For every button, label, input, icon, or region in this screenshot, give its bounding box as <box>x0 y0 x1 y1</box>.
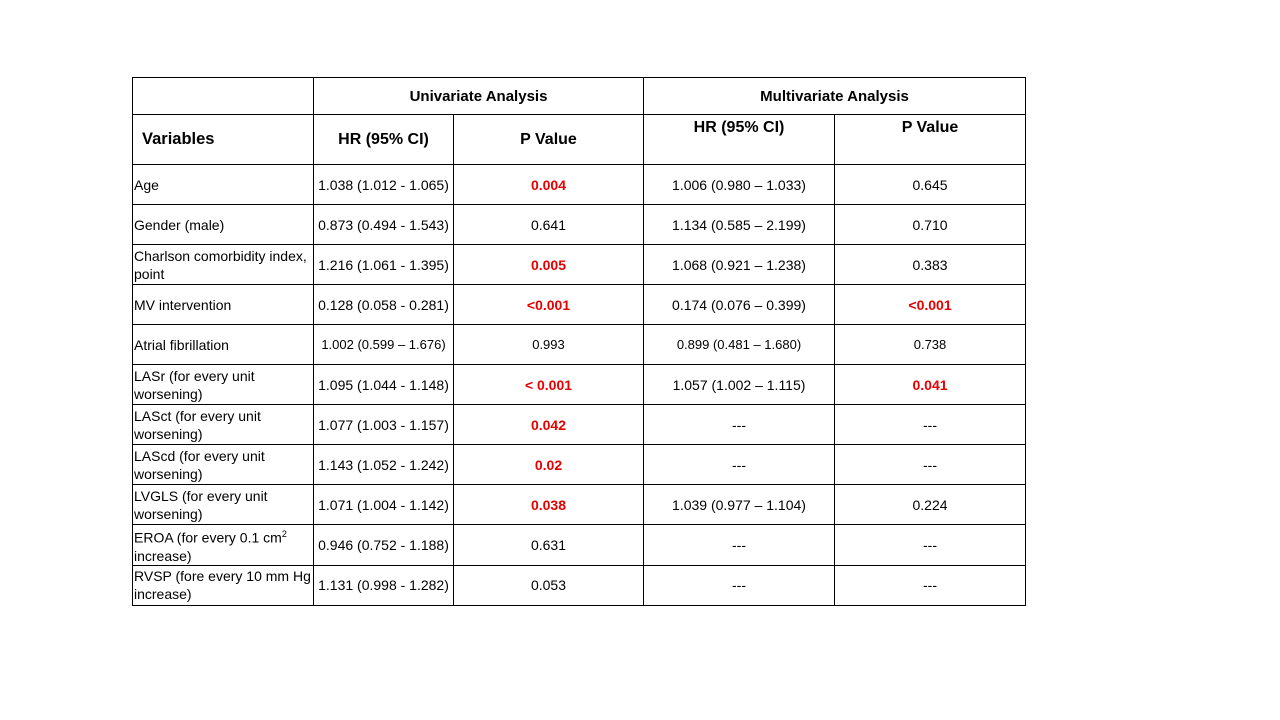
uni-p-cell: 0.053 <box>454 565 644 605</box>
table-row <box>133 405 1026 445</box>
variable-text: EROA (for every 0.1 cm <box>134 529 282 546</box>
table-row <box>133 245 1026 285</box>
variable-tail: increase) <box>134 547 192 564</box>
multi-p-cell: 0.738 <box>835 325 1026 365</box>
variable-superscript: 2 <box>281 529 287 539</box>
variable-cell: Charlson comorbidity index, point <box>133 245 314 285</box>
uni-p-cell: 0.641 <box>454 205 644 245</box>
variable-cell: Atrial fibrillation <box>133 325 314 365</box>
variable-cell: LASct (for every unit worsening) <box>133 405 314 445</box>
uni-hr-cell: 1.143 (1.052 - 1.242) <box>314 445 454 485</box>
multi-hr-header: HR (95% CI) <box>644 115 835 165</box>
uni-p-cell: <0.001 <box>454 285 644 325</box>
table-row <box>133 165 1026 205</box>
multi-p-cell: --- <box>835 525 1026 566</box>
multi-p-cell: 0.224 <box>835 485 1026 525</box>
uni-p-cell: 0.005 <box>454 245 644 285</box>
uni-hr-cell: 1.095 (1.044 - 1.148) <box>314 365 454 405</box>
multi-hr-cell: --- <box>644 565 835 605</box>
variable-cell: Gender (male) <box>133 205 314 245</box>
variables-header: Variables <box>133 115 314 165</box>
table-row <box>133 485 1026 525</box>
uni-p-cell: < 0.001 <box>454 365 644 405</box>
variable-cell: LASr (for every unit worsening) <box>133 365 314 405</box>
table-row <box>133 325 1026 365</box>
table-row <box>133 445 1026 485</box>
multi-hr-cell: 0.899 (0.481 – 1.680) <box>644 325 835 365</box>
multi-hr-cell: --- <box>644 405 835 445</box>
multi-p-cell: 0.383 <box>835 245 1026 285</box>
multivariate-header: Multivariate Analysis <box>644 78 1026 115</box>
multi-p-cell: --- <box>835 405 1026 445</box>
uni-p-header: P Value <box>454 115 644 165</box>
multi-p-cell: --- <box>835 565 1026 605</box>
uni-p-cell: 0.02 <box>454 445 644 485</box>
table-row <box>133 365 1026 405</box>
table-row <box>133 205 1026 245</box>
uni-hr-cell: 1.071 (1.004 - 1.142) <box>314 485 454 525</box>
uni-hr-cell: 1.002 (0.599 – 1.676) <box>314 325 454 365</box>
uni-hr-cell: 0.873 (0.494 - 1.543) <box>314 205 454 245</box>
uni-p-cell: 0.042 <box>454 405 644 445</box>
multi-p-cell: --- <box>835 445 1026 485</box>
variable-cell <box>133 525 314 566</box>
variable-cell: LAScd (for every unit worsening) <box>133 445 314 485</box>
table-row <box>133 565 1026 605</box>
table-body <box>133 165 1026 606</box>
column-header-row <box>133 115 1026 165</box>
multi-p-cell: 0.645 <box>835 165 1026 205</box>
multi-p-cell: 0.041 <box>835 365 1026 405</box>
multi-p-header: P Value <box>835 115 1026 165</box>
group-header-row <box>133 78 1026 115</box>
multi-hr-cell: 1.057 (1.002 – 1.115) <box>644 365 835 405</box>
multi-hr-cell: 1.039 (0.977 – 1.104) <box>644 485 835 525</box>
uni-hr-cell: 1.038 (1.012 - 1.065) <box>314 165 454 205</box>
uni-hr-cell: 1.077 (1.003 - 1.157) <box>314 405 454 445</box>
table-row <box>133 525 1026 566</box>
empty-header-cell <box>133 78 314 115</box>
uni-hr-cell: 1.216 (1.061 - 1.395) <box>314 245 454 285</box>
multi-hr-cell: 1.068 (0.921 – 1.238) <box>644 245 835 285</box>
multi-p-cell: 0.710 <box>835 205 1026 245</box>
uni-hr-header: HR (95% CI) <box>314 115 454 165</box>
variable-cell: MV intervention <box>133 285 314 325</box>
multi-p-cell: <0.001 <box>835 285 1026 325</box>
variable-cell: RVSP (fore every 10 mm Hg increase) <box>133 565 314 605</box>
variable-cell: Age <box>133 165 314 205</box>
multi-hr-cell: 1.134 (0.585 – 2.199) <box>644 205 835 245</box>
variable-cell: LVGLS (for every unit worsening) <box>133 485 314 525</box>
uni-p-cell: 0.993 <box>454 325 644 365</box>
uni-hr-cell: 1.131 (0.998 - 1.282) <box>314 565 454 605</box>
uni-hr-cell: 0.128 (0.058 - 0.281) <box>314 285 454 325</box>
table-row <box>133 285 1026 325</box>
uni-p-cell: 0.631 <box>454 525 644 566</box>
uni-hr-cell: 0.946 (0.752 - 1.188) <box>314 525 454 566</box>
multi-hr-cell: 1.006 (0.980 – 1.033) <box>644 165 835 205</box>
multi-hr-cell: --- <box>644 445 835 485</box>
univariate-header: Univariate Analysis <box>314 78 644 115</box>
multi-hr-cell: --- <box>644 525 835 566</box>
hazard-ratio-table <box>132 77 1026 606</box>
multi-hr-cell: 0.174 (0.076 – 0.399) <box>644 285 835 325</box>
uni-p-cell: 0.038 <box>454 485 644 525</box>
uni-p-cell: 0.004 <box>454 165 644 205</box>
